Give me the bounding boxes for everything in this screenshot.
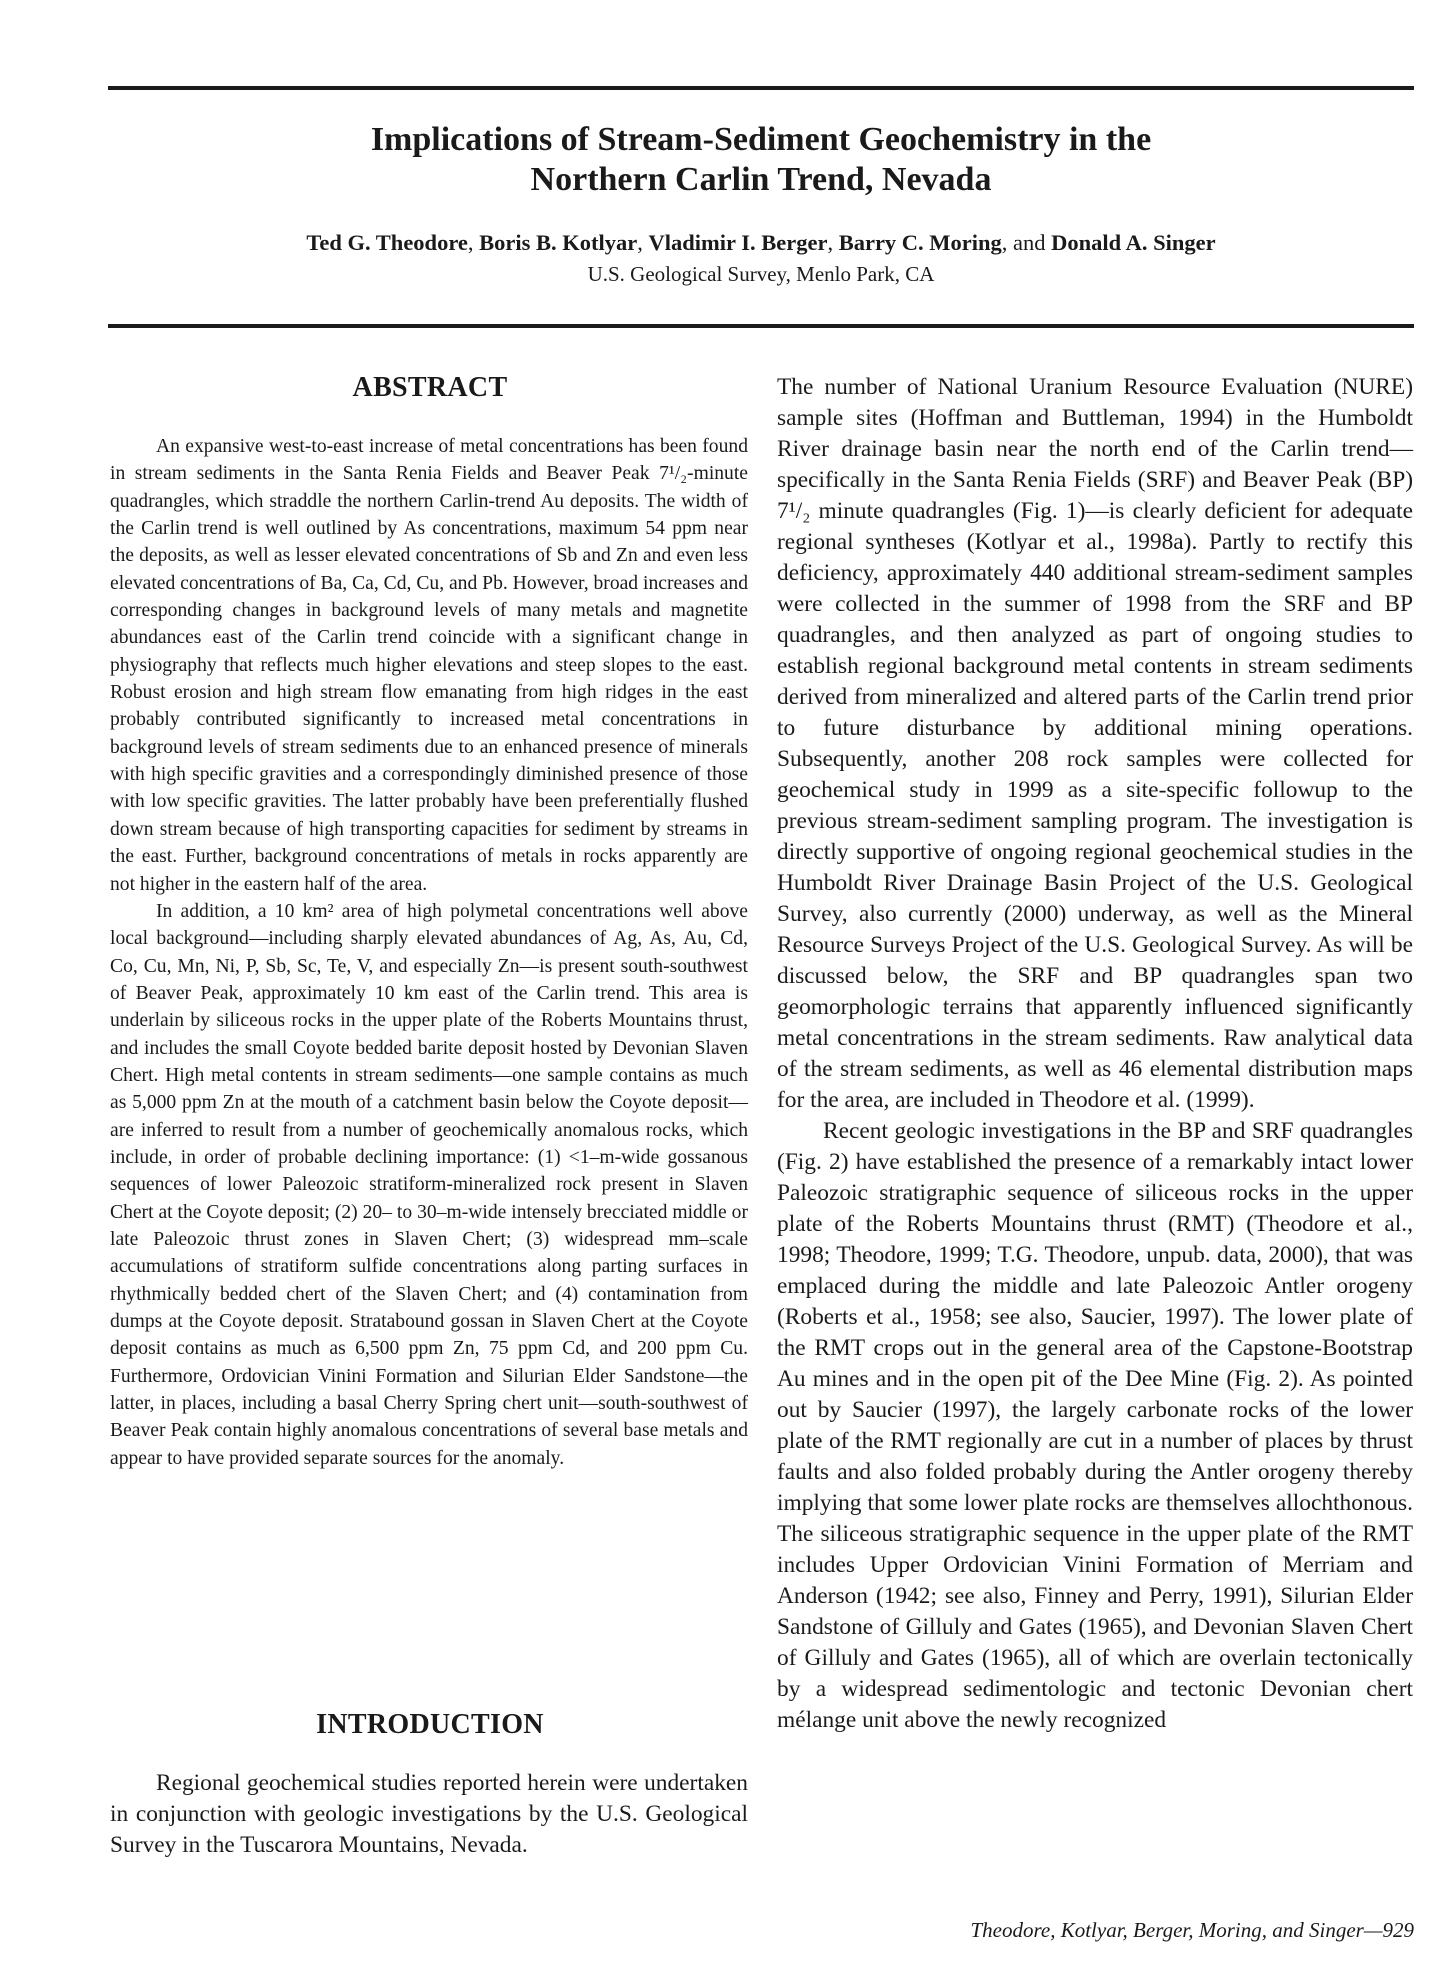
author-name: Donald A. Singer bbox=[1051, 230, 1216, 255]
author-name: Barry C. Moring bbox=[838, 230, 1002, 255]
author-separator: , bbox=[827, 230, 839, 255]
author-name: Boris B. Kotlyar bbox=[479, 230, 638, 255]
right-column-body bbox=[777, 372, 1413, 1736]
top-rule bbox=[108, 86, 1414, 90]
author-name: Ted G. Theodore bbox=[306, 230, 468, 255]
author-separator: , bbox=[637, 230, 649, 255]
body-paragraph: Recent geologic investigations in the BP and SRF quadrangles (Fig. 2) have established the presence of a remarkably intact lower Paleozoic stratigraphic sequence of siliceous rocks in the upper plate of the Roberts Mountains thrust (RMT) (Theodore et al., 1998; Theodore, 1999; T.G. Theodore, unpub. data, 2000), that was emplaced during the middle and late Paleozoic Antler orogeny (Roberts et al., 1958; see also, Saucier, 1997). The lower plate of the RMT crops out in the general area of the Capstone-Bootstrap Au mines and in the open pit of the Dee Mine (Fig. 2). As pointed out by Saucier (1997), the largely carbonate rocks of the lower plate of the RMT regionally are cut in a number of places by thrust faults and also folded probably during the Antler orogeny thereby implying that some lower plate rocks are themselves allochthonous. The siliceous stratigraphic sequence in the upper plate of the RMT includes Upper Ordovician Vinini Formation of Merriam and Anderson (1942; see also, Finney and Perry, 1991), Silurian Elder Sandstone of Gilluly and Gates (1965), and Devonian Slaven Chert of Gilluly and Gates (1965), all of which are overlain tectonically by a widespread sedimentologic and tectonic Devonian chert mélange unit above the newly recognized bbox=[777, 1118, 1413, 1733]
introduction-heading: INTRODUCTION bbox=[316, 1709, 544, 1740]
introduction-body bbox=[110, 1768, 748, 1861]
running-footer: Theodore, Kotlyar, Berger, Moring, and Singer—929 bbox=[970, 1918, 1414, 1942]
paper-title-line-1: Implications of Stream-Sediment Geochemistry in the bbox=[370, 121, 1152, 158]
abstract-paragraph: In addition, a 10 km² area of high polymetal concentrations well above local background—including sharply elevated abundances of Ag, As, Au, Cd, Co, Cu, Mn, Ni, P, Sb, Sc, Te, V, and especially Zn—is present south-southwest of Beaver Peak, approximately 10 km east of the Carlin trend. This area is underlain by siliceous rocks in the upper plate of the Roberts Mountains thrust, and includes the small Coyote bedded barite deposit hosted by Devonian Slaven Chert. High metal contents in stream sediments—one sample contains as much as 5,000 ppm Zn at the mouth of a catchment basin below the Coyote deposit—are inferred to result from a number of geochemically anomalous rocks, which include, in order of probable declining importance: (1) <1–m-wide gossanous sequences of lower Paleozoic stratiform-mineralized rock present in Slaven Chert at the Coyote deposit; (2) 20– to 30–m-wide intensely brecciated middle or late Paleozoic thrust zones in Slaven Chert; (3) widespread mm–scale accumulations of stratiform sulfide concentrations along parting surfaces in rhythmically bedded chert of the Slaven Chert; and (4) contamination from dumps at the Coyote deposit. Stratabound gossan in Slaven Chert at the Coyote deposit contains as much as 6,500 ppm Zn, 75 ppm Cd, and 200 ppm Cu. Furthermore, Ordovician Vinini Formation and Silurian Elder Sandstone—the latter, in places, including a basal Cherry Spring chert unit—south-southwest of Beaver Peak contain highly anomalous concentrations of several base metals and appear to have provided separate sources for the anomaly. bbox=[110, 900, 748, 1469]
author-separator: , bbox=[467, 230, 480, 255]
abstract-body bbox=[110, 433, 748, 1472]
paper-title-line-2: Northern Carlin Trend, Nevada bbox=[530, 161, 992, 198]
abstract-heading: ABSTRACT bbox=[352, 372, 508, 403]
abstract-paragraph: An expansive west-to-east increase of metal concentrations has been found in stream sediments in the Santa Renia Fields and Beaver Peak 7¹/₂-minute quadrangles, which straddle the northern Carlin-trend Au deposits. The width of the Carlin trend is well outlined by As concentrations, maximum 54 ppm near the deposits, as well as lesser elevated concentrations of Sb and Zn and even less elevated concentrations of Ba, Ca, Cd, Cu, and Pb. However, broad increases and corresponding changes in background levels of many metals and magnetite abundances east of the Carlin trend coincide with a significant change in physiography that reflects much higher elevations and steep slopes to the east. Robust erosion and high stream flow emanating from high ridges in the east probably contributed significantly to increased metal concentrations in background levels of stream sediments due to an enhanced presence of minerals with high specific gravities and a correspondingly diminished presence of those with low specific gravities. The latter probably have been preferentially flushed down stream because of high transporting capacities for sediment by streams in the east. Further, background concentrations of metals in rocks apparently are not higher in the eastern half of the area. bbox=[110, 436, 748, 895]
author-list bbox=[108, 229, 1414, 257]
affiliation: U.S. Geological Survey, Menlo Park, CA bbox=[587, 262, 935, 286]
introduction-paragraph: Regional geochemical studies reported herein were undertaken in conjunction with geologic investigations by the U.S. Geological Survey in the Tuscarora Mountains, Nevada. bbox=[110, 1770, 748, 1858]
author-separator: , and bbox=[1001, 230, 1052, 255]
body-paragraph: The number of National Uranium Resource Evaluation (NURE) sample sites (Hoffman and Buttleman, 1994) in the Humboldt River drainage basin near the north end of the Carlin trend—specifically in the Santa Renia Fields (SRF) and Beaver Peak (BP) 7¹/₂ minute quadrangles (Fig. 1)—is clearly deficient for adequate regional syntheses (Kotlyar et al., 1998a). Partly to rectify this deficiency, approximately 440 additional stream-sediment samples were collected in the summer of 1998 from the SRF and BP quadrangles, and then analyzed as part of ongoing studies to establish regional background metal contents in stream sediments derived from mineralized and altered parts of the Carlin trend prior to future disturbance by additional mining operations. Subsequently, another 208 rock samples were collected for geochemical study in 1999 as a site-specific followup to the previous stream-sediment sampling program. The investigation is directly supportive of ongoing regional geochemical studies in the Humboldt River Drainage Basin Project of the U.S. Geological Survey, also currently (2000) underway, as well as the Mineral Resource Surveys Project of the U.S. Geological Survey. As will be discussed below, the SRF and BP quadrangles span two geomorphologic terrains that apparently influenced significantly metal concentrations in the stream sediments. Raw analytical data of the stream sediments, as well as 46 elemental distribution maps for the area, are included in Theodore et al. (1999). bbox=[777, 374, 1413, 1113]
header-divider-rule bbox=[108, 324, 1414, 328]
author-name: Vladimir I. Berger bbox=[648, 230, 828, 255]
